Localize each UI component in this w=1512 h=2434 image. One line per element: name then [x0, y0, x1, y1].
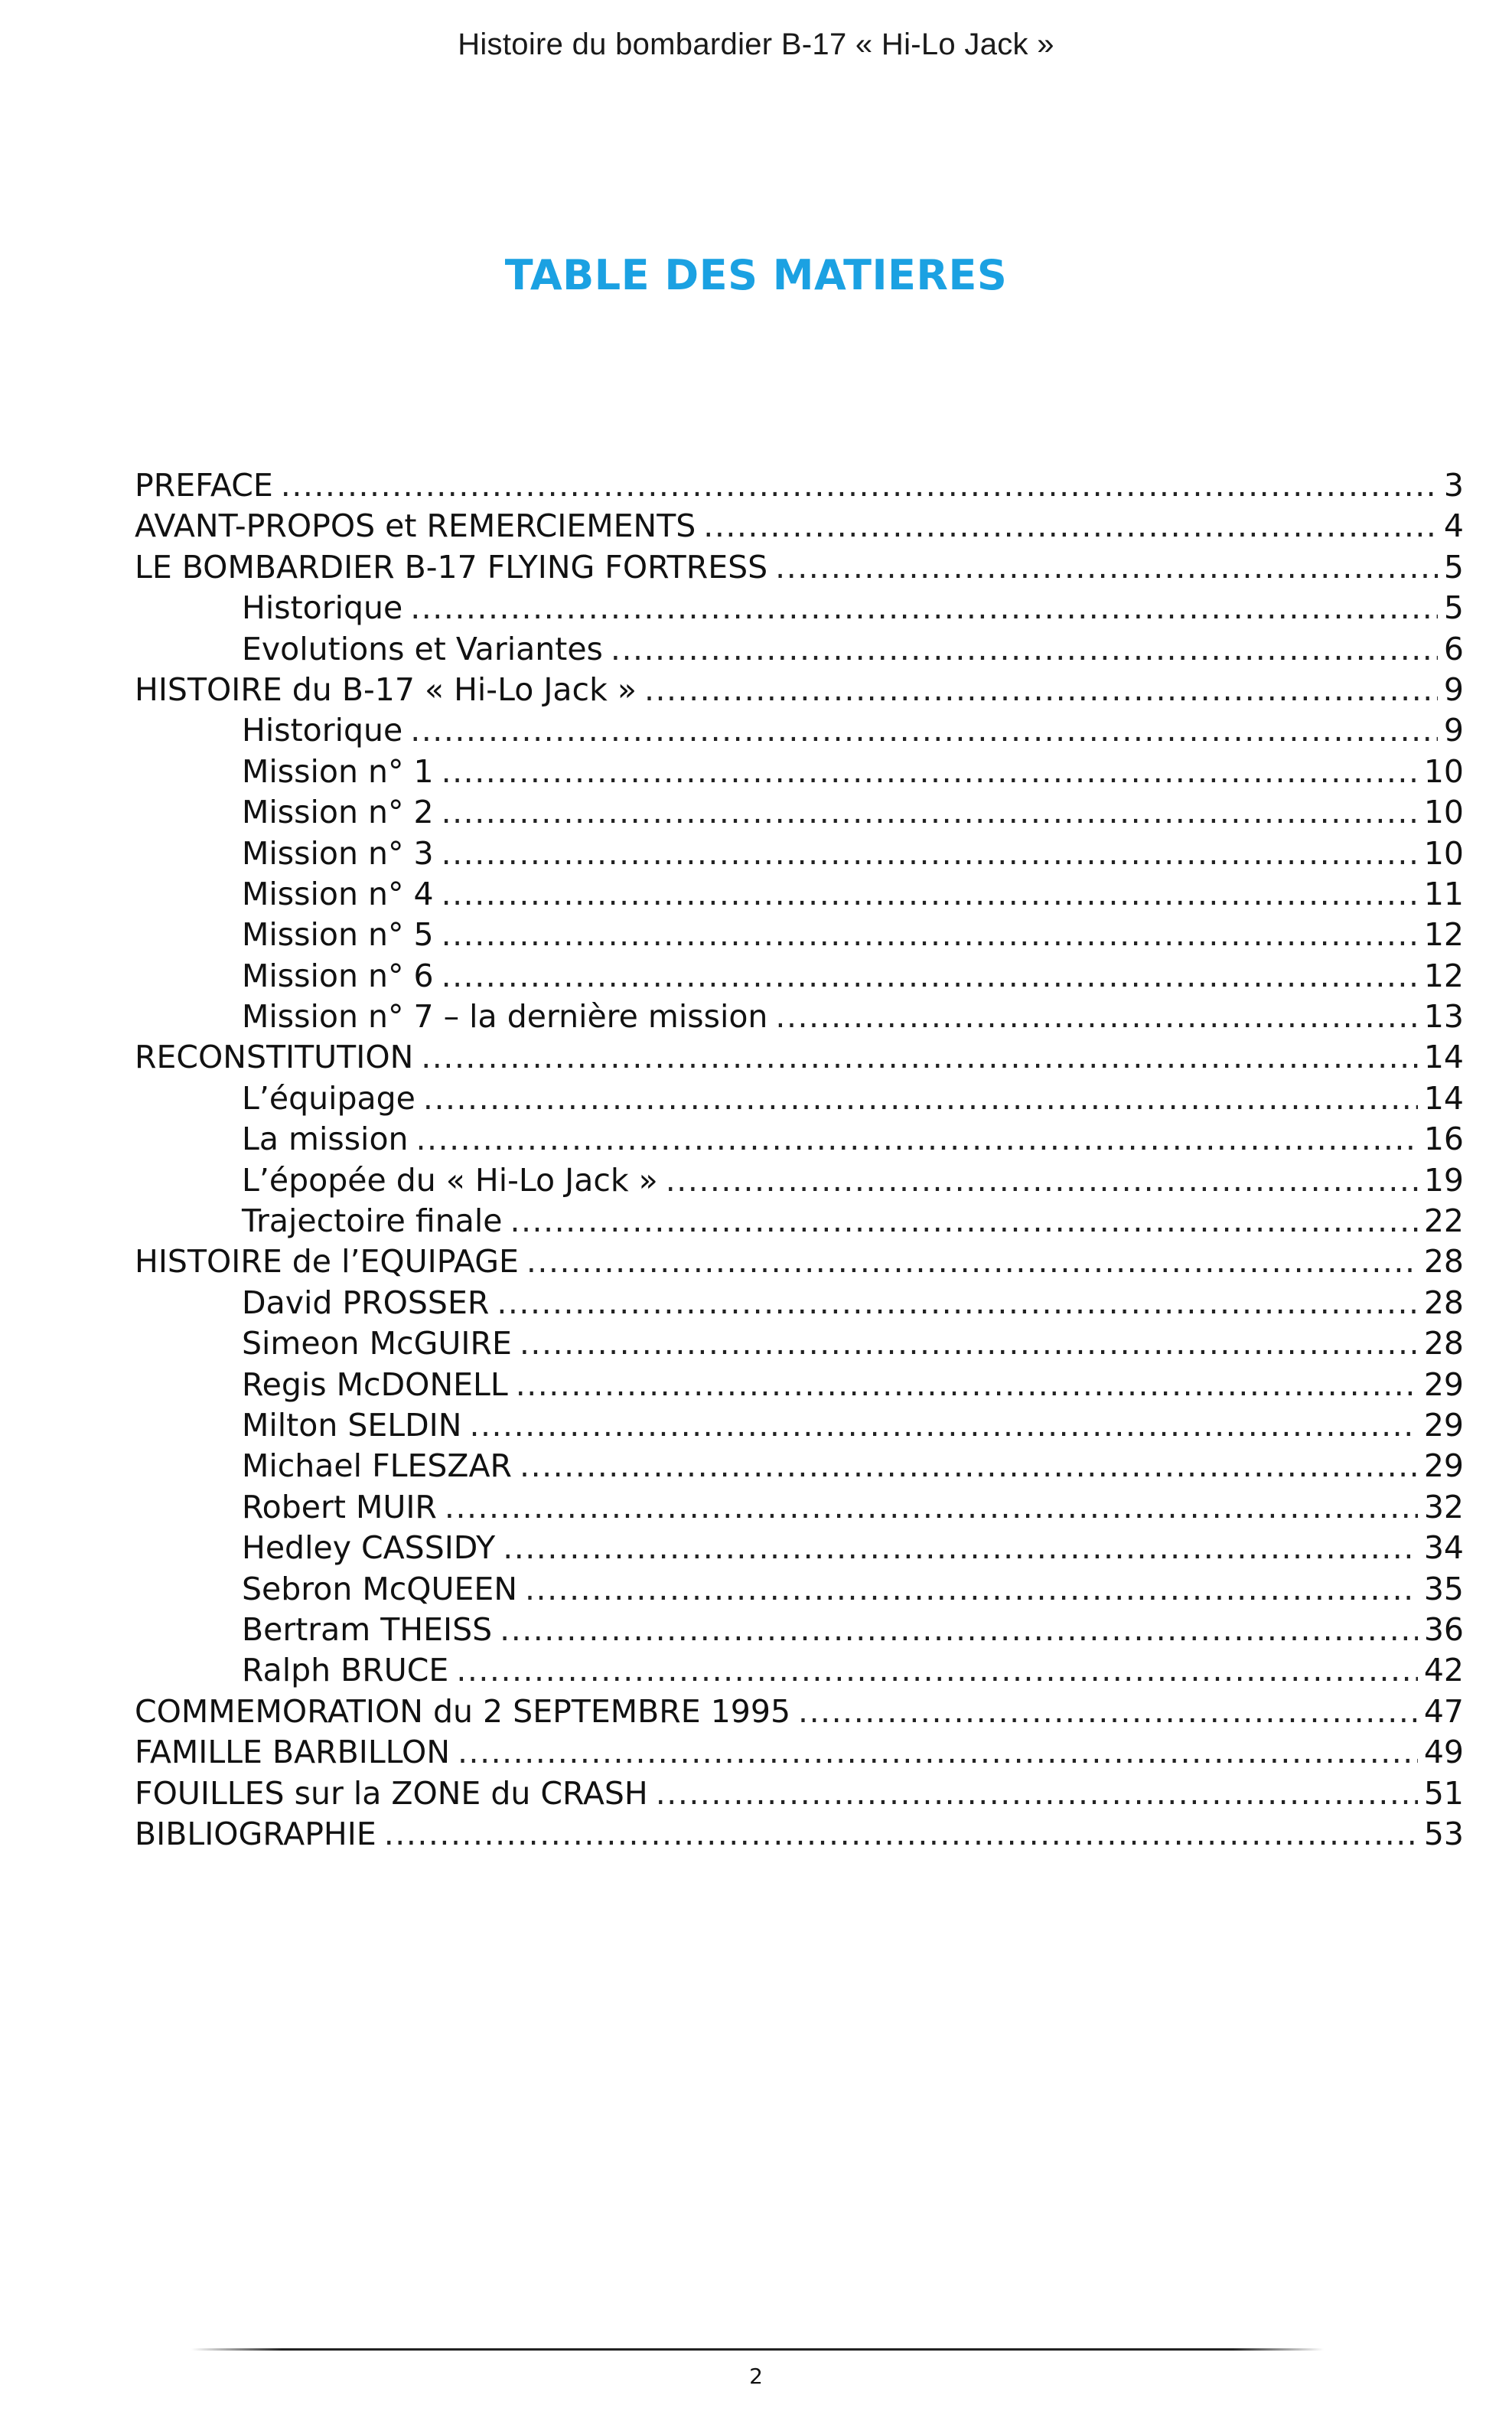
toc-entry-label: FAMILLE BARBILLON — [135, 1734, 451, 1771]
toc-dot-leader — [520, 1323, 1418, 1364]
toc-entry-page: 5 — [1443, 548, 1464, 586]
toc-entry-page: 3 — [1443, 467, 1464, 504]
toc-entry-label: FOUILLES sur la ZONE du CRASH — [135, 1774, 648, 1812]
toc-entry-label: Mission n° 6 — [242, 957, 434, 994]
toc-entry[interactable] — [135, 670, 1464, 710]
toc-dot-leader — [445, 1487, 1418, 1528]
toc-entry-page: 12 — [1423, 957, 1464, 994]
toc-entry[interactable] — [135, 752, 1464, 792]
toc-dot-leader — [644, 670, 1438, 710]
toc-entry-label: Hedley CASSIDY — [242, 1529, 496, 1567]
toc-entry-page: 12 — [1423, 916, 1464, 954]
toc-entry[interactable] — [135, 1814, 1464, 1855]
toc-dot-leader — [516, 1365, 1418, 1405]
toc-entry-page: 14 — [1423, 1039, 1464, 1076]
toc-entry-page: 49 — [1423, 1734, 1464, 1771]
toc-entry-label: Mission n° 1 — [242, 752, 434, 790]
toc-dot-leader — [500, 1610, 1418, 1650]
toc-dot-leader — [775, 997, 1417, 1037]
toc-entry-label: Regis McDONELL — [242, 1365, 508, 1403]
toc-entry-label: Mission n° 4 — [242, 875, 434, 912]
toc-entry-page: 36 — [1423, 1610, 1464, 1648]
toc-entry[interactable] — [135, 1201, 1464, 1241]
toc-dot-leader — [384, 1814, 1418, 1855]
toc-entry[interactable] — [135, 1487, 1464, 1528]
toc-entry-page: 28 — [1423, 1284, 1464, 1321]
page-title: TABLE DES MATIERES — [504, 251, 1008, 299]
footer-divider — [191, 2348, 1324, 2351]
toc-entry-page: 32 — [1423, 1488, 1464, 1525]
table-of-contents — [135, 465, 1464, 1855]
toc-entry-page: 5 — [1443, 589, 1464, 627]
toc-entry[interactable] — [135, 1323, 1464, 1364]
toc-entry-label: Mission n° 5 — [242, 916, 434, 954]
toc-entry[interactable] — [135, 1569, 1464, 1610]
toc-entry-label: Historique — [242, 712, 403, 749]
toc-entry[interactable] — [135, 1078, 1464, 1119]
toc-dot-leader — [458, 1732, 1418, 1773]
toc-entry[interactable] — [135, 506, 1464, 547]
toc-entry[interactable] — [135, 1650, 1464, 1691]
toc-entry-label: Mission n° 3 — [242, 834, 434, 872]
toc-entry-page: 13 — [1423, 998, 1464, 1036]
toc-dot-leader — [526, 1241, 1418, 1282]
toc-entry-page: 4 — [1443, 507, 1464, 545]
toc-entry[interactable] — [135, 874, 1464, 915]
toc-entry[interactable] — [135, 956, 1464, 997]
toc-entry-page: 51 — [1423, 1774, 1464, 1812]
toc-entry-page: 19 — [1423, 1161, 1464, 1199]
toc-dot-leader — [410, 588, 1438, 628]
toc-entry[interactable] — [135, 792, 1464, 833]
toc-dot-leader — [469, 1405, 1417, 1446]
toc-dot-leader — [442, 834, 1418, 874]
toc-entry-label: RECONSTITUTION — [135, 1039, 414, 1076]
toc-entry-label: Historique — [242, 589, 403, 627]
toc-entry-page: 47 — [1423, 1692, 1464, 1730]
running-header: Histoire du bombardier B-17 « Hi-Lo Jack » — [458, 28, 1054, 61]
toc-entry-label: COMMEMORATION du 2 SEPTEMBRE 1995 — [135, 1692, 791, 1730]
toc-dot-leader — [442, 752, 1418, 792]
toc-entry[interactable] — [135, 588, 1464, 628]
toc-entry-label: BIBLIOGRAPHIE — [135, 1815, 376, 1852]
toc-dot-leader — [656, 1773, 1418, 1814]
toc-entry[interactable] — [135, 465, 1464, 506]
toc-entry[interactable] — [135, 997, 1464, 1037]
toc-entry-page: 9 — [1443, 670, 1464, 708]
toc-entry-page: 35 — [1423, 1570, 1464, 1607]
toc-entry-label: Bertram THEISS — [242, 1610, 493, 1648]
toc-entry-page: 29 — [1423, 1365, 1464, 1403]
toc-dot-leader — [775, 547, 1438, 588]
toc-entry-label: Mission n° 7 – la dernière mission — [242, 998, 768, 1036]
toc-dot-leader — [798, 1692, 1418, 1732]
toc-entry[interactable] — [135, 1283, 1464, 1323]
toc-entry-page: 29 — [1423, 1406, 1464, 1444]
toc-entry-page: 22 — [1423, 1202, 1464, 1240]
toc-dot-leader — [442, 874, 1418, 915]
toc-dot-leader — [611, 629, 1438, 670]
toc-entry-label: AVANT-PROPOS et REMERCIEMENTS — [135, 507, 696, 545]
toc-entry-page: 10 — [1423, 794, 1464, 831]
toc-entry[interactable] — [135, 547, 1464, 588]
toc-entry[interactable] — [135, 1732, 1464, 1773]
toc-entry-label: L’équipage — [242, 1079, 415, 1117]
toc-dot-leader — [410, 710, 1438, 751]
toc-entry[interactable] — [135, 1119, 1464, 1160]
toc-entry[interactable] — [135, 1160, 1464, 1201]
toc-entry-page: 29 — [1423, 1447, 1464, 1485]
toc-entry-label: L’épopée du « Hi-Lo Jack » — [242, 1161, 658, 1199]
toc-entry-label: PREFACE — [135, 467, 273, 504]
toc-entry[interactable] — [135, 1692, 1464, 1732]
toc-entry[interactable] — [135, 1773, 1464, 1814]
toc-dot-leader — [666, 1160, 1418, 1201]
toc-entry-label: Sebron McQUEEN — [242, 1570, 518, 1607]
toc-entry-page: 28 — [1423, 1243, 1464, 1281]
page-number: 2 — [749, 2364, 763, 2389]
toc-entry-page: 10 — [1423, 752, 1464, 790]
toc-dot-leader — [421, 1037, 1418, 1078]
toc-entry-page: 42 — [1423, 1652, 1464, 1689]
toc-entry-label: Trajectoire finale — [242, 1202, 503, 1240]
toc-entry-label: Simeon McGUIRE — [242, 1325, 512, 1362]
toc-entry[interactable] — [135, 1365, 1464, 1405]
toc-entry-label: David PROSSER — [242, 1284, 490, 1321]
toc-entry-page: 28 — [1423, 1325, 1464, 1362]
toc-dot-leader — [423, 1078, 1418, 1119]
toc-entry[interactable] — [135, 1405, 1464, 1446]
toc-dot-leader — [281, 465, 1438, 506]
toc-entry[interactable] — [135, 1528, 1464, 1568]
toc-entry-page: 11 — [1423, 875, 1464, 912]
toc-entry-label: HISTOIRE de l’EQUIPAGE — [135, 1243, 519, 1281]
toc-dot-leader — [510, 1201, 1417, 1241]
toc-entry-label: Milton SELDIN — [242, 1406, 462, 1444]
toc-entry[interactable] — [135, 1446, 1464, 1486]
toc-dot-leader — [503, 1528, 1418, 1568]
toc-entry-label: Michael FLESZAR — [242, 1447, 513, 1485]
toc-entry-label: LE BOMBARDIER B-17 FLYING FORTRESS — [135, 548, 768, 586]
toc-entry[interactable] — [135, 710, 1464, 751]
toc-dot-leader — [497, 1283, 1417, 1323]
toc-dot-leader — [703, 506, 1438, 547]
toc-entry[interactable] — [135, 1241, 1464, 1282]
toc-entry-label: Mission n° 2 — [242, 794, 434, 831]
toc-entry-label: Ralph BRUCE — [242, 1652, 449, 1689]
toc-entry-label: HISTOIRE du B-17 « Hi-Lo Jack » — [135, 670, 637, 708]
toc-entry-label: Robert MUIR — [242, 1488, 437, 1525]
toc-entry-page: 53 — [1423, 1815, 1464, 1852]
toc-dot-leader — [442, 956, 1418, 997]
toc-entry-page: 16 — [1423, 1121, 1464, 1158]
toc-dot-leader — [442, 915, 1418, 955]
toc-entry-page: 6 — [1443, 630, 1464, 667]
toc-entry-label: La mission — [242, 1121, 409, 1158]
toc-dot-leader — [456, 1650, 1418, 1691]
toc-entry-page: 10 — [1423, 834, 1464, 872]
toc-entry[interactable] — [135, 915, 1464, 955]
toc-entry[interactable] — [135, 1037, 1464, 1078]
toc-entry[interactable] — [135, 834, 1464, 874]
toc-dot-leader — [520, 1446, 1418, 1486]
toc-entry-page: 9 — [1443, 712, 1464, 749]
toc-dot-leader — [442, 792, 1418, 833]
toc-dot-leader — [416, 1119, 1418, 1160]
toc-entry-page: 34 — [1423, 1529, 1464, 1567]
toc-entry-page: 14 — [1423, 1079, 1464, 1117]
toc-entry[interactable] — [135, 629, 1464, 670]
toc-dot-leader — [525, 1569, 1418, 1610]
toc-entry[interactable] — [135, 1610, 1464, 1650]
toc-entry-label: Evolutions et Variantes — [242, 630, 603, 667]
